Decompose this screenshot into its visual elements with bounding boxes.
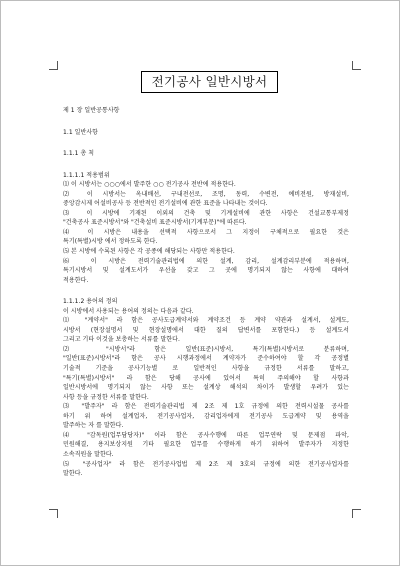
text-line: 사항 등을 규정한 서류를 말한다. [63,393,149,401]
crop-mark-bottom-right [352,509,361,518]
clause-heading: 1.1.1.1 적용범위 [63,171,110,179]
text-line: 기술적 기준을 공사기능별 로 일반적인 사항을 규정한 서류를 말하고, [63,365,349,373]
text-line: 시방서 (현장설명서 및 현장설명에서 대한 질의 답변서를 포함한다.) 등 설계도서 [63,326,349,334]
crop-mark-top-right [352,61,361,70]
text-line: 일반시방서에 명기되지 않는 사항 또는 설계상 해석의 차이가 발생할 우려가 있는 [63,384,349,392]
text-line: ⑶ 이 시방에 기재된 이외의 건축 및 기계설비에 관한 사항은 건설교통부제정 [63,209,349,217]
text-line: ⑴ "계약서" 라 함은 공사도급계약서와 계약조건 등 계약 약관과 설계서, 설계도, [63,317,349,325]
subsection-heading: 1.1.1 총 칙 [63,150,95,158]
document-body [63,97,349,479]
text-line: 이 시방에서 사용되는 용어의 정의는 다음과 같다. [63,307,194,315]
text-line: ⑵ "시방서"라 함은 일반(표준)시방서, 특기(특별)시방서로 분류하며, [63,345,349,353]
text-line: "일반(표준)시방서"라 함은 공사 시행과정에서 계약자가 준수하여야 할 각 공정별 [63,355,349,363]
text-line: ⑶ "발주자" 라 함은 전력기술관리법 제 2조 제 1호 규정에 의한 전력시설물 공사를 [63,403,349,411]
text-line: 특기시방서 및 설계도서가 우선을 갖고 그 곳에 명기되지 않는 사항에 대하여 [63,267,349,275]
text-line: 말한다. [63,470,83,478]
crop-mark-bottom-left [49,509,58,518]
text-line: 발주하는 자 를 말한다. [63,422,124,430]
text-line: 적용한다. [63,276,89,284]
document-title: 전기공사 일반시방서 [141,71,278,93]
text-line: ⑴ 이 시방서는 ○○○에서 발주한 ○○ 전기공사 전반에 적용한다. [63,181,236,189]
text-line: ⑸ 본 시방에 수록된 사항은 각 공종에 해당되는 사항만 적용한다. [63,248,235,256]
text-line: "건축공사 표준시방서"와 "건축설비 표준시방서(기계부문)"에 따른다. [63,219,247,227]
text-line: 소속직원을 말한다. [63,450,114,458]
text-line: ⑸ "공사업자" 라 함은 전기공사업법 제 2조 제 3호의 규정에 의한 전기공사업자를 [63,460,349,468]
text-line: 특기(특별)시방 에서 정하도록 한다. [63,238,158,246]
chapter-heading: 제 1 장 일반공통사항 [63,107,120,114]
text-line: ⑵ 이 시방서는 옥내배선, 구내전선로, 조명, 동력, 수변전, 예비전원, 방재설비, [63,190,349,198]
clause-heading: 1.1.1.2 용어의 정의 [63,298,118,306]
text-line: "특기(특별)시방서" 라 함은 당해 공사에 있어서 특히 주의해야 할 사항과 [63,374,349,382]
crop-mark-top-left [49,61,58,70]
text-line: 중앙감시제 어설비공사 등 전반적인 전기설비에 관한 표준을 나타내는 것이다. [63,200,268,208]
section-heading: 1.1 일반사항 [63,128,99,136]
text-line: ⑹ 이 시방은 전력기술관리법에 의한 설계, 감리, 설계감리부분에 적용하며, [63,257,349,265]
text-line: 민원해결, 용지보상지원 기타 필요한 업무를 수행하게 하기 위하여 발주자가 지정한 [63,441,349,449]
text-line: ⑷ 이 시방은 내용을 선택적 사항으로서 그 지정이 구체적으로 필요한 것은 [63,228,349,236]
text-line: 하기 위 하여 설계업자, 전기공사업자, 감리업자에게 전기공사 도급계약 및 용역을 [63,412,349,420]
text-line: 그리고 기타 이것을 보충하는 서류를 말한다. [63,336,180,344]
text-line: ⑷ "감독원(업무담당자)" 이라 함은 공사수행에 따른 업무연락 및 문제점 파악, [63,431,349,439]
